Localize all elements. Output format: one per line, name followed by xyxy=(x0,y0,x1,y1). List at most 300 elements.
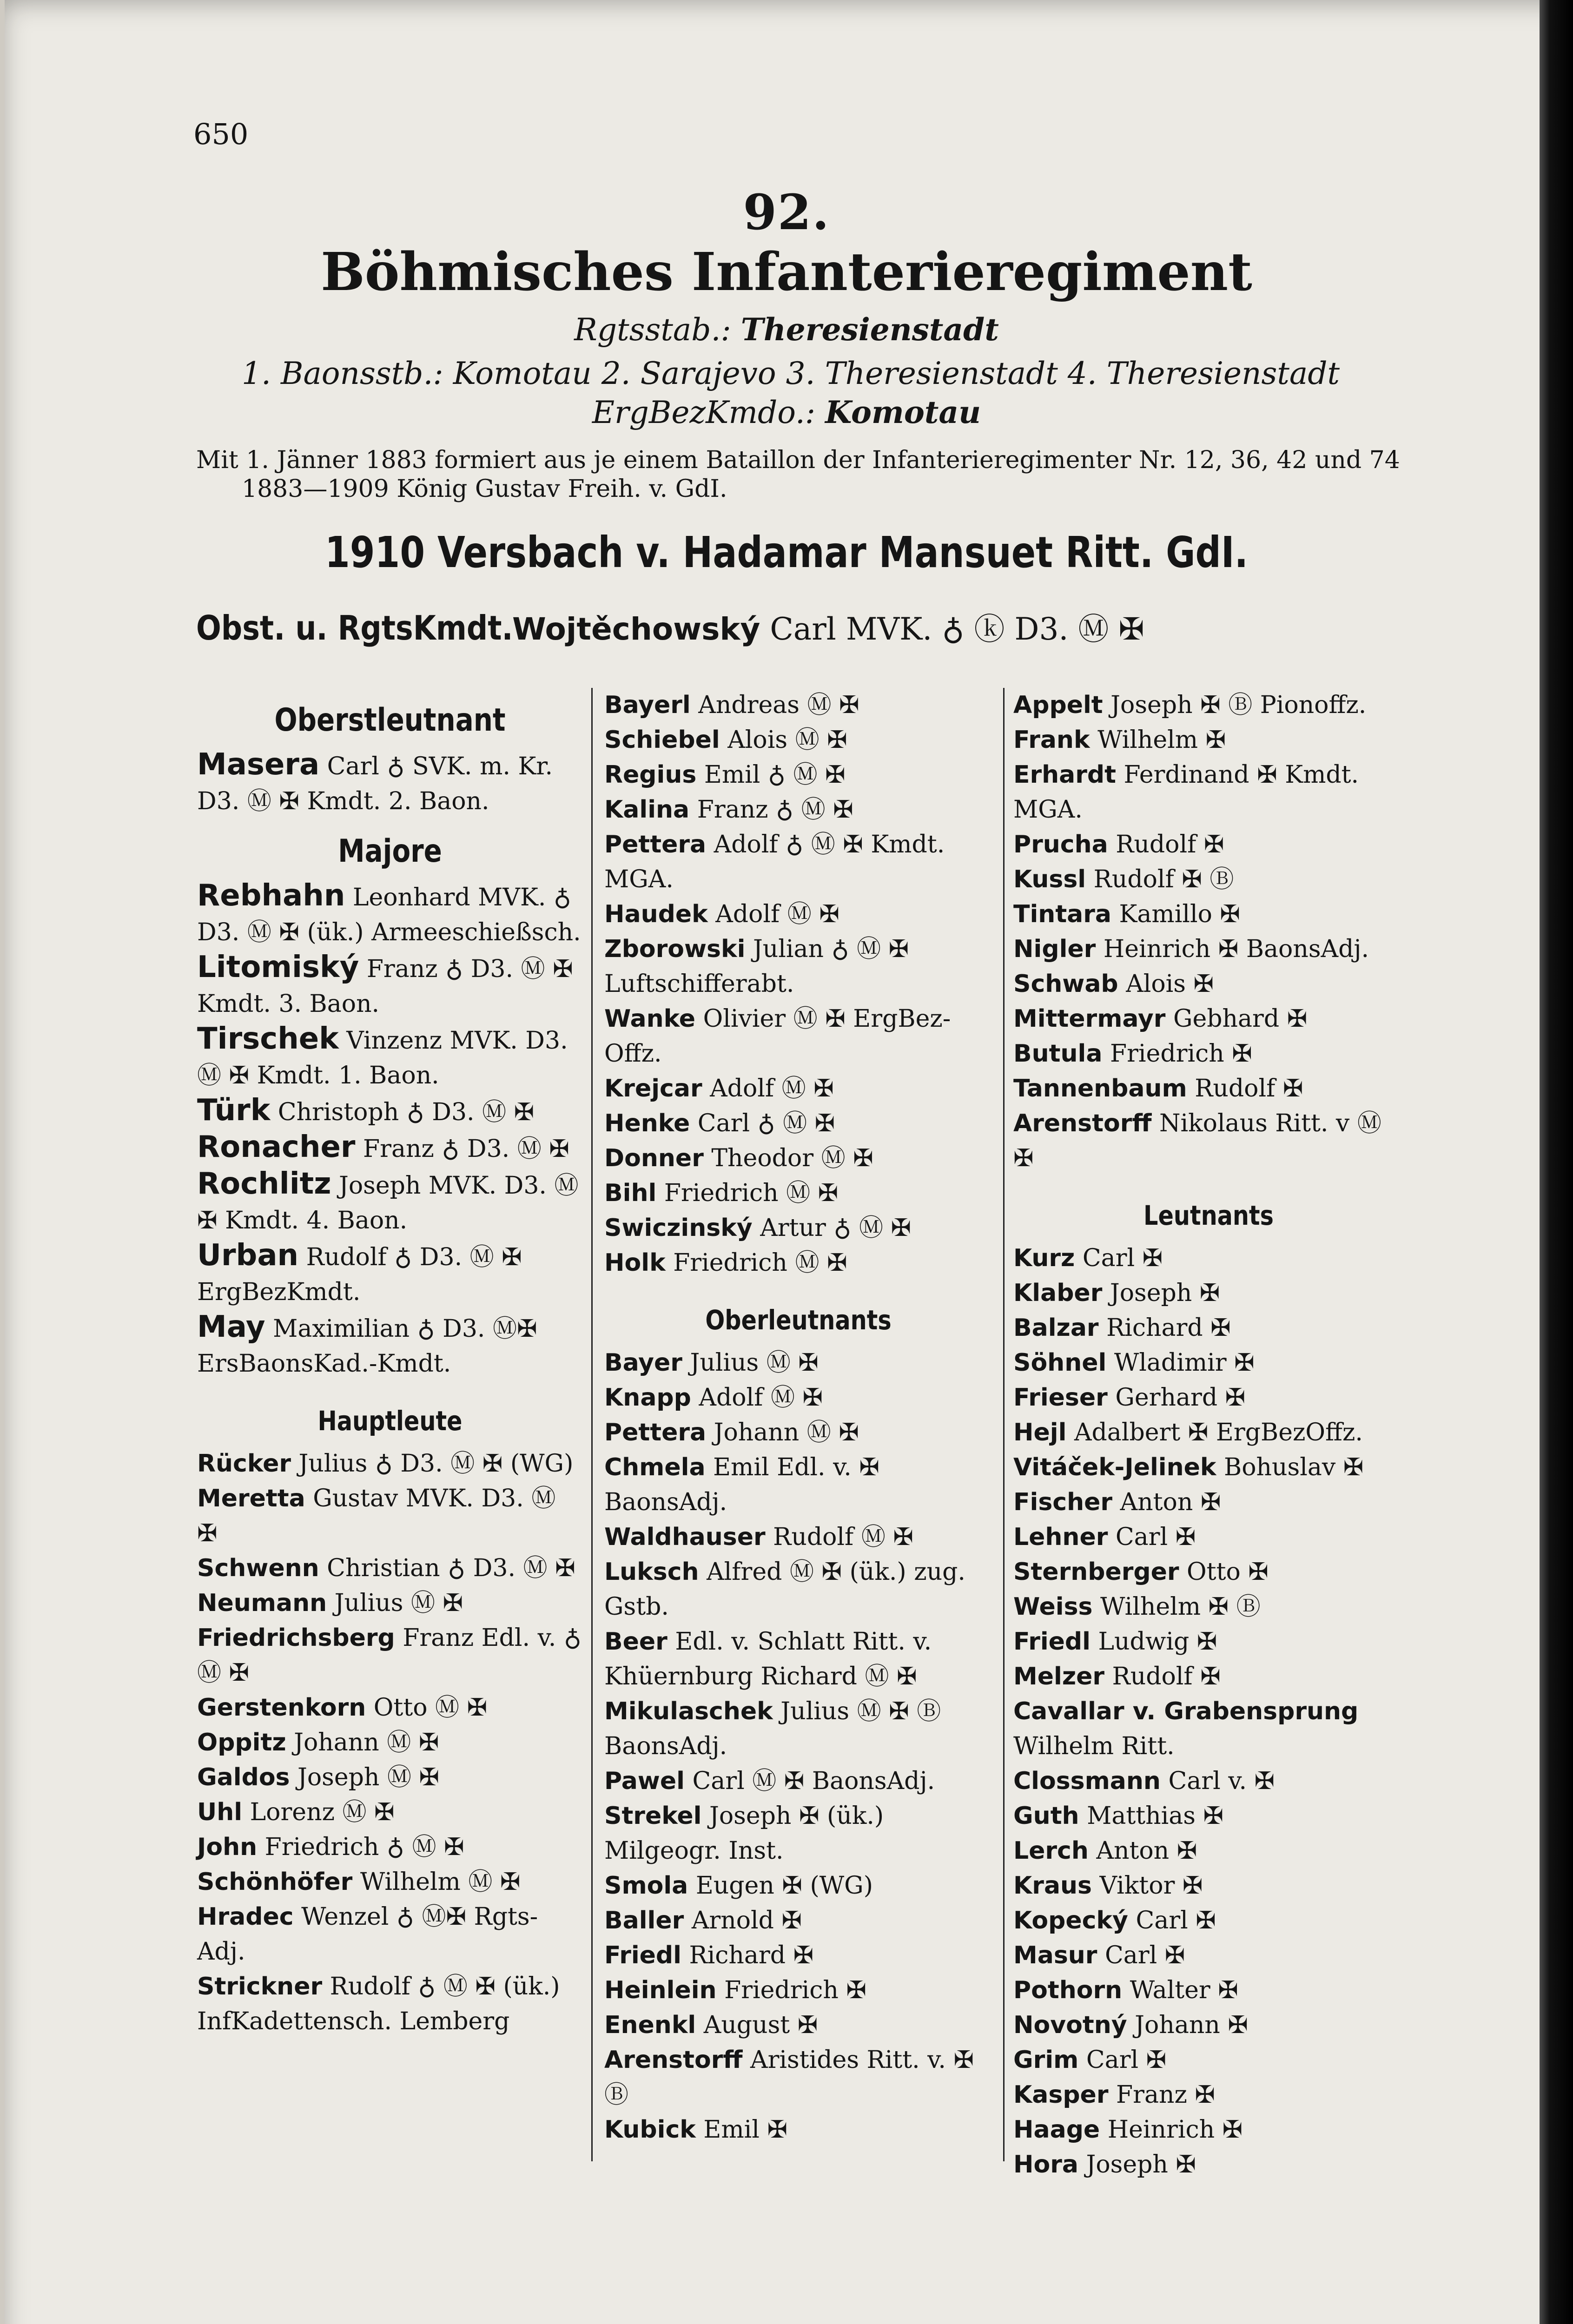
roster-entry xyxy=(197,747,583,819)
officer-surname: Sternberger xyxy=(1013,1558,1179,1586)
roster-entry xyxy=(604,1450,992,1520)
roster-entry xyxy=(197,1586,583,1621)
officer-surname: Schwab xyxy=(1013,970,1118,998)
officer-surname: Tannenbaum xyxy=(1013,1075,1187,1103)
entries-list xyxy=(1013,1241,1404,2182)
officer-surname: Chmela xyxy=(604,1453,706,1481)
commander-line xyxy=(196,604,1144,648)
entries-list xyxy=(197,1446,583,2039)
officer-details: Julius Ⓜ ✠ xyxy=(334,1589,463,1617)
officer-details: Gebhard ✠ xyxy=(1173,1005,1308,1033)
officer-details: Wenzel ♁ Ⓜ✠ Rgts-Adj. xyxy=(197,1903,538,1966)
officer-details: Joseph ✠ xyxy=(1110,1279,1220,1307)
officer-details: Aristides Ritt. v. ✠ Ⓑ xyxy=(604,2046,974,2109)
roster-entry xyxy=(197,1167,583,1238)
roster-entry xyxy=(197,1795,583,1830)
roster-entry xyxy=(1013,1590,1404,1624)
roster-entry xyxy=(604,2043,992,2113)
officer-details: Adolf Ⓜ ✠ xyxy=(710,1075,834,1103)
officer-details: Maximilian ♁ D3. Ⓜ✠ ErsBaonsKad.-Kmdt. xyxy=(197,1315,537,1378)
officer-surname: Neumann xyxy=(197,1589,327,1617)
roster-entry xyxy=(604,1520,992,1555)
officer-details: Otto Ⓜ ✠ xyxy=(373,1694,488,1722)
officer-surname: Baller xyxy=(604,1907,684,1934)
officer-details: Friedrich ✠ xyxy=(724,1976,866,2004)
roster-entry xyxy=(604,1141,992,1176)
officer-surname: Kasper xyxy=(1013,2081,1109,2109)
officer-surname: Frank xyxy=(1013,726,1090,754)
roster-entry xyxy=(1013,1450,1404,1485)
roster-entry xyxy=(604,723,992,758)
officer-details: Friedrich Ⓜ ✠ xyxy=(664,1179,839,1207)
officer-details: Viktor ✠ xyxy=(1099,1872,1203,1900)
officer-surname: Hejl xyxy=(1013,1419,1067,1446)
roster-entry xyxy=(604,1106,992,1141)
officer-surname: Schiebel xyxy=(604,726,720,754)
roster-entry xyxy=(1013,1380,1404,1415)
roster-entry xyxy=(1013,967,1404,1002)
staff-location: Theresienstadt xyxy=(740,311,999,348)
roster-entry xyxy=(197,1238,583,1310)
entries-list xyxy=(604,1346,992,2147)
roster-entry xyxy=(1013,2078,1404,2113)
officer-surname: Waldhauser xyxy=(604,1523,766,1551)
officer-surname: Söhnel xyxy=(1013,1349,1107,1377)
officer-details: Emil ♁ Ⓜ ✠ xyxy=(704,761,846,789)
officer-surname: Regius xyxy=(604,761,697,789)
officer-surname: Masera xyxy=(197,747,320,782)
roster-entry xyxy=(1013,1037,1404,1071)
officer-surname: Litomiský xyxy=(197,950,359,984)
officer-surname: Hora xyxy=(1013,2151,1078,2179)
roster-entry xyxy=(197,1310,583,1381)
officer-surname: Zborowski xyxy=(604,935,746,963)
officer-surname: Gerstenkorn xyxy=(197,1694,366,1722)
roster-entry xyxy=(1013,1276,1404,1311)
entries-list xyxy=(604,688,992,1281)
officer-surname: Strickner xyxy=(197,1973,323,2000)
officer-details: Adolf ♁ Ⓜ ✠ Kmdt. MGA. xyxy=(604,831,945,893)
officer-details: Gustav MVK. D3. Ⓜ ✠ xyxy=(197,1485,556,1547)
officer-details: Ferdinand ✠ Kmdt. MGA. xyxy=(1013,761,1359,824)
officer-surname: Frieser xyxy=(1013,1384,1108,1412)
officer-surname: Bayerl xyxy=(604,691,691,719)
battalions-line: 1. Baonsstb.: Komotau 2. Sarajevo 3. Theresienstadt 4. Theresienstadt xyxy=(242,356,1340,391)
officer-details: Alois ✠ xyxy=(1126,970,1214,998)
officer-surname: Kussl xyxy=(1013,865,1086,893)
officer-surname: Strekel xyxy=(604,1802,702,1830)
officer-details: Richard ✠ xyxy=(689,1941,814,1969)
officer-details: Wilhelm Ritt. xyxy=(1013,1732,1175,1760)
officer-surname: Wanke xyxy=(604,1005,696,1033)
roster-entry xyxy=(604,1624,992,1694)
roster-entry xyxy=(1013,1624,1404,1659)
officer-details: Rudolf ✠ xyxy=(1116,831,1224,858)
page-left-edge xyxy=(0,0,5,2324)
officer-surname: Nigler xyxy=(1013,935,1096,963)
officer-details: Christoph ♁ D3. Ⓜ ✠ xyxy=(278,1098,535,1126)
officer-surname: Smola xyxy=(604,1872,688,1900)
officer-details: Franz ♁ Ⓜ ✠ xyxy=(697,796,853,824)
officer-details: Wilhelm Ⓜ ✠ xyxy=(360,1868,521,1896)
officer-details: Ludwig ✠ xyxy=(1098,1628,1217,1656)
officer-details: Julius Ⓜ ✠ Ⓑ BaonsAdj. xyxy=(604,1697,941,1760)
officer-surname: Bihl xyxy=(604,1179,657,1207)
section-heading: Leutnants xyxy=(1143,1200,1274,1231)
officer-surname: Haudek xyxy=(604,900,708,928)
column-divider xyxy=(591,688,593,2161)
roster-entry xyxy=(197,1865,583,1900)
ergbez-line xyxy=(0,394,1573,430)
officer-surname: Bayer xyxy=(604,1349,682,1377)
officer-details: Joseph ✠ xyxy=(1086,2151,1196,2179)
officer-details: Adalbert ✠ ErgBezOffz. xyxy=(1074,1419,1363,1446)
roster-entry xyxy=(197,1725,583,1760)
roster-entry xyxy=(1013,1485,1404,1520)
officer-surname: Tintara xyxy=(1013,900,1111,928)
officer-details: Carl v. ✠ xyxy=(1168,1767,1275,1795)
officer-details: Leonhard MVK. ♁ D3. Ⓜ ✠ (ük.) Armeeschießsch. xyxy=(197,884,581,946)
history-line-2: 1883—1909 König Gustav Freih. v. GdI. xyxy=(242,475,727,503)
officer-surname: Luksch xyxy=(604,1558,699,1586)
officer-surname: Klaber xyxy=(1013,1279,1103,1307)
column-3 xyxy=(1013,688,1404,2182)
roster-entry xyxy=(197,1690,583,1725)
section-heading: Oberstleutnant xyxy=(274,702,506,739)
roster-entry xyxy=(604,932,992,1002)
officer-details: August ✠ xyxy=(703,2011,818,2039)
officer-surname: Guth xyxy=(1013,1802,1079,1830)
roster-entry xyxy=(197,1481,583,1551)
roster-entry xyxy=(1013,2008,1404,2043)
roster-entry xyxy=(197,1093,583,1130)
roster-entry xyxy=(604,1380,992,1415)
officer-surname: Friedl xyxy=(1013,1628,1091,1656)
officer-details: Nikolaus Ritt. v Ⓜ ✠ xyxy=(1013,1109,1381,1172)
officer-details: Carl ♁ Ⓜ ✠ xyxy=(697,1109,835,1137)
roster-entry xyxy=(1013,1764,1404,1799)
officer-details: Franz ♁ D3. Ⓜ ✠ xyxy=(363,1135,569,1163)
section-heading: Majore xyxy=(338,833,442,870)
roster-entry xyxy=(197,1900,583,1969)
officer-details: Carl ♁ SVK. m. Kr. D3. Ⓜ ✠ Kmdt. 2. Baon. xyxy=(197,753,553,815)
roster-entry xyxy=(604,2113,992,2147)
officer-surname: Hradec xyxy=(197,1903,294,1931)
roster-entry xyxy=(1013,1106,1404,1176)
officer-details: Johann Ⓜ ✠ xyxy=(714,1419,859,1446)
roster-entry xyxy=(1013,723,1404,758)
officer-details: Friedrich ♁ Ⓜ ✠ xyxy=(264,1833,464,1861)
roster-entry xyxy=(604,1071,992,1106)
officer-details: Richard ✠ xyxy=(1106,1314,1231,1342)
officer-surname: Vitáček-Jelinek xyxy=(1013,1453,1216,1481)
commander-details: Carl MVK. ♁ ⓚ D3. Ⓜ ✠ xyxy=(770,611,1144,647)
roster-entry xyxy=(1013,862,1404,897)
commander-rank: Obst. u. RgtsKmdt. xyxy=(196,608,513,647)
officer-surname: Lehner xyxy=(1013,1523,1108,1551)
officer-surname: Oppitz xyxy=(197,1729,286,1756)
officer-details: Artur ♁ Ⓜ ✠ xyxy=(760,1214,912,1242)
roster-entry xyxy=(1013,1071,1404,1106)
roster-entry xyxy=(1013,1346,1404,1380)
officer-surname: John xyxy=(197,1833,258,1861)
staff-line xyxy=(0,311,1573,348)
roster-entry xyxy=(604,792,992,827)
officer-details: Emil Edl. v. ✠ BaonsAdj. xyxy=(604,1453,879,1516)
officer-details: Joseph MVK. D3. Ⓜ ✠ Kmdt. 4. Baon. xyxy=(197,1172,579,1235)
roster-entry xyxy=(197,1022,583,1093)
roster-entry xyxy=(1013,2147,1404,2182)
column-2 xyxy=(604,688,992,2147)
roster-entry xyxy=(197,1446,583,1481)
roster-entry xyxy=(197,950,583,1022)
roster-entry xyxy=(604,1868,992,1903)
page-right-edge xyxy=(1540,0,1573,2324)
roster-entry xyxy=(604,1002,992,1071)
officer-details: Carl ✠ xyxy=(1104,1941,1185,1969)
roster-entry xyxy=(1013,1555,1404,1590)
officer-details: Matthias ✠ xyxy=(1087,1802,1224,1830)
officer-details: Kamillo ✠ xyxy=(1119,900,1240,928)
roster-entry xyxy=(197,1551,583,1586)
roster-entry xyxy=(604,1211,992,1246)
section-heading: Oberleutnants xyxy=(705,1304,892,1336)
roster-entry xyxy=(604,688,992,723)
roster-entry xyxy=(197,1621,583,1690)
roster-entry xyxy=(1013,1938,1404,1973)
officer-surname: Lerch xyxy=(1013,1837,1089,1865)
officer-details: Joseph Ⓜ ✠ xyxy=(297,1763,440,1791)
roster-entry xyxy=(604,827,992,897)
officer-surname: Prucha xyxy=(1013,831,1108,858)
officer-details: Edl. v. Schlatt Ritt. v. Khüernburg Richard Ⓜ ✠ xyxy=(604,1628,932,1690)
officer-details: Theodor Ⓜ ✠ xyxy=(711,1144,873,1172)
roster-entry xyxy=(604,1903,992,1938)
proprietor-line: 1910 Versbach v. Hadamar Mansuet Ritt. GdI. xyxy=(325,528,1248,577)
officer-surname: Rücker xyxy=(197,1450,291,1478)
officer-details: Rudolf ♁ D3. Ⓜ ✠ ErgBezKmdt. xyxy=(197,1243,522,1306)
roster-entry xyxy=(604,1346,992,1380)
officer-surname: Fischer xyxy=(1013,1488,1113,1516)
roster-entry xyxy=(197,878,583,950)
roster-entry xyxy=(1013,897,1404,932)
officer-details: Adolf Ⓜ ✠ xyxy=(699,1384,823,1412)
officer-surname: Pothorn xyxy=(1013,1976,1123,2004)
entries-list xyxy=(197,878,583,1381)
officer-surname: Arenstorff xyxy=(604,2046,743,2074)
roster-entry xyxy=(604,1246,992,1281)
roster-entry xyxy=(604,1764,992,1799)
roster-entry xyxy=(1013,2043,1404,2078)
officer-surname: Clossmann xyxy=(1013,1767,1161,1795)
column-1 xyxy=(197,688,583,2039)
regiment-number: 92. xyxy=(743,184,830,241)
officer-surname: Henke xyxy=(604,1109,690,1137)
officer-surname: Mittermayr xyxy=(1013,1005,1166,1033)
regiment-title: Böhmisches Infanterieregiment xyxy=(321,242,1252,303)
officer-details: Franz ✠ xyxy=(1116,2081,1215,2109)
roster-entry xyxy=(1013,1694,1404,1764)
roster-entry xyxy=(1013,1415,1404,1450)
officer-details: Wladimir ✠ xyxy=(1114,1349,1255,1377)
roster-entry xyxy=(1013,932,1404,967)
officer-details: Bohuslav ✠ xyxy=(1224,1453,1364,1481)
officer-surname: Masur xyxy=(1013,1941,1097,1969)
officer-details: Anton ✠ xyxy=(1096,1837,1197,1865)
officer-details: Andreas Ⓜ ✠ xyxy=(698,691,859,719)
officer-details: Rudolf ✠ Ⓑ xyxy=(1093,865,1234,893)
roster-entry xyxy=(604,1973,992,2008)
officer-details: Lorenz Ⓜ ✠ xyxy=(250,1798,395,1826)
roster-entry xyxy=(1013,758,1404,827)
officer-details: Anton ✠ xyxy=(1120,1488,1221,1516)
officer-details: Joseph ✠ Ⓑ Pionoffz. xyxy=(1110,691,1367,719)
officer-surname: Kalina xyxy=(604,796,690,824)
ergbez-label: ErgBezKmdo.: xyxy=(592,395,816,430)
officer-surname: May xyxy=(197,1310,265,1344)
roster-entry xyxy=(1013,827,1404,862)
roster-entry xyxy=(604,2008,992,2043)
officer-surname: Schönhöfer xyxy=(197,1868,353,1896)
entries-list xyxy=(1013,688,1404,1176)
officer-surname: Schwenn xyxy=(197,1554,319,1582)
officer-surname: Pettera xyxy=(604,1419,707,1446)
officer-surname: Meretta xyxy=(197,1485,305,1512)
officer-surname: Rochlitz xyxy=(197,1167,331,1201)
officer-surname: Melzer xyxy=(1013,1663,1105,1690)
ergbez-location: Komotau xyxy=(825,394,981,430)
officer-details: Otto ✠ xyxy=(1187,1558,1269,1586)
roster-entry xyxy=(1013,1973,1404,2008)
roster-entry xyxy=(197,1760,583,1795)
roster-entry xyxy=(1013,1903,1404,1938)
officer-details: Wilhelm ✠ Ⓑ xyxy=(1100,1593,1261,1621)
roster-entry xyxy=(1013,2113,1404,2147)
officer-details: Friedrich Ⓜ ✠ xyxy=(673,1249,847,1277)
officer-surname: Novotný xyxy=(1013,2011,1127,2039)
officer-details: Heinrich ✠ BaonsAdj. xyxy=(1103,935,1369,963)
officer-details: Johann ✠ xyxy=(1135,2011,1248,2039)
officer-details: Johann Ⓜ ✠ xyxy=(294,1729,439,1756)
officer-surname: Rebhahn xyxy=(197,878,345,913)
officer-details: Julian ♁ Ⓜ ✠ Luftschifferabt. xyxy=(604,935,909,998)
officer-surname: Holk xyxy=(604,1249,666,1277)
officer-surname: Türk xyxy=(197,1093,271,1128)
officer-details: Adolf Ⓜ ✠ xyxy=(715,900,839,928)
roster-entry xyxy=(1013,1311,1404,1346)
officer-surname: Friedrichsberg xyxy=(197,1624,395,1652)
roster-entry xyxy=(197,1969,583,2039)
officer-surname: Erhardt xyxy=(1013,761,1116,789)
officer-details: Rudolf ✠ xyxy=(1112,1663,1221,1690)
officer-details: Alois Ⓜ ✠ xyxy=(727,726,847,754)
officer-details: Eugen ✠ (WG) xyxy=(695,1872,873,1900)
officer-details: Wilhelm ✠ xyxy=(1097,726,1226,754)
officer-surname: Grim xyxy=(1013,2046,1079,2074)
roster-entry xyxy=(604,1799,992,1868)
staff-label: Rgtsstab.: xyxy=(574,312,731,348)
officer-surname: Beer xyxy=(604,1628,668,1656)
officer-details: Franz Edl. v. ♁ Ⓜ ✠ xyxy=(197,1624,582,1687)
officer-surname: Kubick xyxy=(604,2116,696,2144)
officer-details: Emil ✠ xyxy=(703,2116,788,2144)
officer-surname: Kopecký xyxy=(1013,1907,1128,1934)
roster-entry xyxy=(1013,1868,1404,1903)
roster-entry xyxy=(604,758,992,792)
history-line-1: Mit 1. Jänner 1883 formiert aus je einem Bataillon der Infanterieregimenter Nr. 12, 36, 42 und 74 xyxy=(196,446,1400,474)
roster-entry xyxy=(604,1415,992,1450)
officer-surname: Friedl xyxy=(604,1941,681,1969)
officer-details: Friedrich ✠ xyxy=(1110,1040,1252,1068)
officer-details: Alfred Ⓜ ✠ (ük.) zug. Gstb. xyxy=(604,1558,965,1621)
roster-entry xyxy=(604,897,992,932)
officer-surname: Butula xyxy=(1013,1040,1103,1068)
section-heading: Hauptleute xyxy=(317,1405,463,1437)
commander-name: Wojtěchowský xyxy=(512,611,760,647)
officer-details: Christian ♁ D3. Ⓜ ✠ xyxy=(327,1554,575,1582)
officer-details: Olivier Ⓜ ✠ ErgBez-Offz. xyxy=(604,1005,951,1068)
roster-entry xyxy=(1013,1659,1404,1694)
officer-details: Arnold ✠ xyxy=(691,1907,802,1934)
officer-surname: Galdos xyxy=(197,1763,290,1791)
officer-surname: Donner xyxy=(604,1144,704,1172)
officer-surname: Tirschek xyxy=(197,1022,339,1056)
officer-surname: Balzar xyxy=(1013,1314,1099,1342)
roster-entry xyxy=(1013,1241,1404,1276)
officer-surname: Enenkl xyxy=(604,2011,696,2039)
page-number: 650 xyxy=(193,117,249,151)
officer-details: Franz ♁ D3. Ⓜ ✠ Kmdt. 3. Baon. xyxy=(197,955,573,1018)
officer-surname: Kraus xyxy=(1013,1872,1092,1900)
officer-surname: Krejcar xyxy=(604,1075,702,1103)
officer-details: Joseph ✠ (ük.) Milgeogr. Inst. xyxy=(604,1802,884,1865)
officer-details: Vinzenz MVK. D3. Ⓜ ✠ Kmdt. 1. Baon. xyxy=(197,1027,568,1089)
roster-entry xyxy=(197,1130,583,1167)
officer-surname: Appelt xyxy=(1013,691,1103,719)
officer-surname: Swiczinský xyxy=(604,1214,753,1242)
roster-entry xyxy=(1013,688,1404,723)
officer-surname: Pawel xyxy=(604,1767,685,1795)
officer-details: Carl ✠ xyxy=(1136,1907,1216,1934)
officer-details: Julius ♁ D3. Ⓜ ✠ (WG) xyxy=(298,1450,574,1478)
officer-surname: Uhl xyxy=(197,1798,243,1826)
officer-surname: Haage xyxy=(1013,2116,1100,2144)
roster-entry xyxy=(604,1176,992,1211)
roster-entry xyxy=(1013,1520,1404,1555)
roster-entry xyxy=(604,1555,992,1624)
officer-details: Carl ✠ xyxy=(1115,1523,1196,1551)
roster-entry xyxy=(1013,1834,1404,1868)
roster-entry xyxy=(604,1938,992,1973)
officer-details: Walter ✠ xyxy=(1130,1976,1238,2004)
officer-details: Gerhard ✠ xyxy=(1115,1384,1246,1412)
roster-entry xyxy=(1013,1002,1404,1037)
officer-surname: Ronacher xyxy=(197,1130,356,1164)
column-divider xyxy=(1003,688,1005,2161)
entries-list xyxy=(197,747,583,819)
officer-surname: Kurz xyxy=(1013,1244,1075,1272)
officer-details: Julius Ⓜ ✠ xyxy=(690,1349,819,1377)
officer-details: Carl ✠ xyxy=(1082,1244,1163,1272)
officer-details: Rudolf ✠ xyxy=(1195,1075,1303,1103)
roster-entry xyxy=(197,1830,583,1865)
roster-entry xyxy=(604,1694,992,1764)
roster-entry xyxy=(1013,1799,1404,1834)
officer-surname: Urban xyxy=(197,1238,299,1273)
officer-details: Carl ✠ xyxy=(1086,2046,1167,2074)
officer-surname: Heinlein xyxy=(604,1976,717,2004)
officer-details: Rudolf Ⓜ ✠ xyxy=(773,1523,913,1551)
